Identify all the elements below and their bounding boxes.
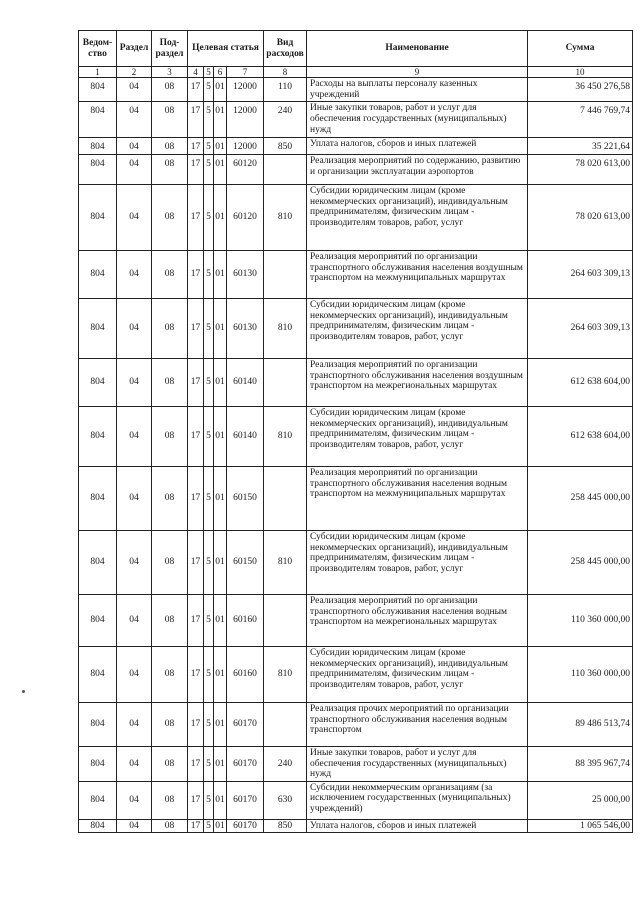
- podrazdel-cell: 08: [152, 466, 188, 530]
- amount-cell: 25 000,00: [528, 781, 633, 819]
- name-cell: Уплата налогов, сборов и иных платежей: [307, 819, 528, 833]
- target-article-part-4: 12000: [227, 102, 264, 138]
- vedomstvo-cell: 804: [79, 250, 117, 298]
- amount-cell: 110 360 000,00: [528, 594, 633, 646]
- expense-type-cell: [264, 594, 307, 646]
- razdel-cell: 04: [117, 702, 152, 746]
- razdel-cell: 04: [117, 138, 152, 155]
- podrazdel-cell: 08: [152, 702, 188, 746]
- name-cell: Субсидии юридическим лицам (кроме некоммерческих организаций), индивидуальным предпринимателям, физическим лицам - производителям товаров, работ, услуг: [307, 184, 528, 250]
- expense-type-cell: 850: [264, 138, 307, 155]
- target-article-part-4: 60130: [227, 250, 264, 298]
- name-cell: Реализация мероприятий по содержанию, развитию и организации эксплуатации аэропортов: [307, 154, 528, 184]
- amount-cell: 612 638 604,00: [528, 406, 633, 466]
- target-article-part-1: 17: [188, 138, 204, 155]
- table-row: [79, 819, 633, 833]
- vedomstvo-cell: 804: [79, 406, 117, 466]
- name-cell: Реализация мероприятий по организации транспортного обслуживания населения воздушным транспортом на межмуниципальных маршрутах: [307, 250, 528, 298]
- header-vedomstvo: Ведом-ство: [79, 31, 117, 67]
- header-naimenovanie: Наименование: [307, 31, 528, 67]
- razdel-cell: 04: [117, 466, 152, 530]
- razdel-cell: 04: [117, 746, 152, 781]
- target-article-part-3: 01: [214, 250, 227, 298]
- table-row: [79, 746, 633, 781]
- target-article-part-2: 5: [204, 184, 214, 250]
- column-number-1: 1: [79, 67, 117, 78]
- expense-type-cell: 850: [264, 819, 307, 833]
- column-number-7: 7: [227, 67, 264, 78]
- target-article-part-1: 17: [188, 466, 204, 530]
- target-article-part-3: 01: [214, 530, 227, 594]
- razdel-cell: 04: [117, 184, 152, 250]
- name-cell: Уплата налогов, сборов и иных платежей: [307, 138, 528, 155]
- podrazdel-cell: 08: [152, 154, 188, 184]
- vedomstvo-cell: 804: [79, 702, 117, 746]
- target-article-part-1: 17: [188, 102, 204, 138]
- target-article-part-4: 60150: [227, 466, 264, 530]
- table-row: [79, 78, 633, 102]
- vedomstvo-cell: 804: [79, 298, 117, 358]
- scan-speck: [22, 690, 25, 693]
- amount-cell: 88 395 967,74: [528, 746, 633, 781]
- expense-type-cell: 630: [264, 781, 307, 819]
- amount-cell: 264 603 309,13: [528, 250, 633, 298]
- target-article-part-3: 01: [214, 406, 227, 466]
- expense-type-cell: 810: [264, 406, 307, 466]
- target-article-part-2: 5: [204, 102, 214, 138]
- name-cell: Субсидии юридическим лицам (кроме некоммерческих организаций), индивидуальным предпринимателям, физическим лицам - производителям товаров, работ, услуг: [307, 298, 528, 358]
- razdel-cell: 04: [117, 594, 152, 646]
- column-number-10: 10: [528, 67, 633, 78]
- podrazdel-cell: 08: [152, 406, 188, 466]
- target-article-part-4: 60160: [227, 594, 264, 646]
- amount-cell: 1 065 546,00: [528, 819, 633, 833]
- target-article-part-3: 01: [214, 138, 227, 155]
- table-row: [79, 466, 633, 530]
- target-article-part-2: 5: [204, 406, 214, 466]
- column-number-3: 3: [152, 67, 188, 78]
- amount-cell: 258 445 000,00: [528, 530, 633, 594]
- vedomstvo-cell: 804: [79, 819, 117, 833]
- vedomstvo-cell: 804: [79, 530, 117, 594]
- podrazdel-cell: 08: [152, 250, 188, 298]
- podrazdel-cell: 08: [152, 298, 188, 358]
- razdel-cell: 04: [117, 406, 152, 466]
- expense-type-cell: 810: [264, 646, 307, 702]
- vedomstvo-cell: 804: [79, 646, 117, 702]
- target-article-part-3: 01: [214, 702, 227, 746]
- target-article-part-4: 60150: [227, 530, 264, 594]
- table-row: [79, 184, 633, 250]
- razdel-cell: 04: [117, 819, 152, 833]
- vedomstvo-cell: 804: [79, 466, 117, 530]
- target-article-part-3: 01: [214, 298, 227, 358]
- target-article-part-3: 01: [214, 154, 227, 184]
- target-article-part-4: 12000: [227, 78, 264, 102]
- expense-type-cell: 810: [264, 530, 307, 594]
- name-cell: Реализация мероприятий по организации транспортного обслуживания населения воздушным транспортом на межрегиональных маршрутах: [307, 358, 528, 406]
- target-article-part-1: 17: [188, 530, 204, 594]
- table-row: [79, 154, 633, 184]
- target-article-part-3: 01: [214, 819, 227, 833]
- name-cell: Иные закупки товаров, работ и услуг для обеспечения государственных (муниципальных) нужд: [307, 746, 528, 781]
- razdel-cell: 04: [117, 358, 152, 406]
- column-number-6: 6: [214, 67, 227, 78]
- target-article-part-1: 17: [188, 250, 204, 298]
- amount-cell: 612 638 604,00: [528, 358, 633, 406]
- vedomstvo-cell: 804: [79, 746, 117, 781]
- table-row: [79, 530, 633, 594]
- header-summa: Сумма: [528, 31, 633, 67]
- name-cell: Расходы на выплаты персоналу казенных учреждений: [307, 78, 528, 102]
- target-article-part-3: 01: [214, 358, 227, 406]
- podrazdel-cell: 08: [152, 530, 188, 594]
- target-article-part-2: 5: [204, 819, 214, 833]
- vedomstvo-cell: 804: [79, 184, 117, 250]
- target-article-part-4: 60120: [227, 154, 264, 184]
- target-article-part-4: 60170: [227, 746, 264, 781]
- vedomstvo-cell: 804: [79, 154, 117, 184]
- expense-type-cell: 810: [264, 184, 307, 250]
- podrazdel-cell: 08: [152, 646, 188, 702]
- name-cell: Субсидии юридическим лицам (кроме некоммерческих организаций), индивидуальным предпринимателям, физическим лицам - производителям товаров, работ, услуг: [307, 646, 528, 702]
- target-article-part-1: 17: [188, 298, 204, 358]
- podrazdel-cell: 08: [152, 78, 188, 102]
- target-article-part-1: 17: [188, 746, 204, 781]
- podrazdel-cell: 08: [152, 746, 188, 781]
- target-article-part-4: 60170: [227, 781, 264, 819]
- razdel-cell: 04: [117, 646, 152, 702]
- header-razdel: Раздел: [117, 31, 152, 67]
- target-article-part-3: 01: [214, 184, 227, 250]
- vedomstvo-cell: 804: [79, 78, 117, 102]
- expense-type-cell: [264, 358, 307, 406]
- target-article-part-3: 01: [214, 746, 227, 781]
- name-cell: Субсидии некоммерческим организациям (за исключением государственных (муниципальных) учреждений): [307, 781, 528, 819]
- target-article-part-3: 01: [214, 102, 227, 138]
- podrazdel-cell: 08: [152, 819, 188, 833]
- amount-cell: 258 445 000,00: [528, 466, 633, 530]
- target-article-part-4: 60140: [227, 406, 264, 466]
- name-cell: Реализация мероприятий по организации транспортного обслуживания населения водным транспортом на межмуниципальных маршрутах: [307, 466, 528, 530]
- target-article-part-4: 60140: [227, 358, 264, 406]
- target-article-part-1: 17: [188, 154, 204, 184]
- amount-cell: 7 446 769,74: [528, 102, 633, 138]
- target-article-part-1: 17: [188, 184, 204, 250]
- target-article-part-2: 5: [204, 154, 214, 184]
- name-cell: Субсидии юридическим лицам (кроме некоммерческих организаций), индивидуальным предпринимателям, физическим лицам - производителям товаров, работ, услуг: [307, 530, 528, 594]
- column-number-5: 5: [204, 67, 214, 78]
- table-row: [79, 406, 633, 466]
- razdel-cell: 04: [117, 102, 152, 138]
- expense-type-cell: 240: [264, 746, 307, 781]
- target-article-part-2: 5: [204, 138, 214, 155]
- target-article-part-1: 17: [188, 781, 204, 819]
- expense-type-cell: [264, 466, 307, 530]
- header-podrazdel: Под-раздел: [152, 31, 188, 67]
- table-row: [79, 102, 633, 138]
- razdel-cell: 04: [117, 78, 152, 102]
- header-vid-raskhodov: Вид расходов: [264, 31, 307, 67]
- target-article-part-3: 01: [214, 466, 227, 530]
- target-article-part-3: 01: [214, 78, 227, 102]
- expense-type-cell: [264, 702, 307, 746]
- target-article-part-4: 12000: [227, 138, 264, 155]
- name-cell: Реализация прочих мероприятий по организации транспортного обслуживания населения водным транспортом: [307, 702, 528, 746]
- podrazdel-cell: 08: [152, 184, 188, 250]
- table-row: [79, 781, 633, 819]
- header-celevaya-statya: Целевая статья: [188, 31, 264, 67]
- target-article-part-1: 17: [188, 358, 204, 406]
- vedomstvo-cell: 804: [79, 102, 117, 138]
- table-row: [79, 702, 633, 746]
- target-article-part-3: 01: [214, 646, 227, 702]
- name-cell: Реализация мероприятий по организации транспортного обслуживания населения водным транспортом на межрегиональных маршрутах: [307, 594, 528, 646]
- table-body: [79, 78, 633, 833]
- target-article-part-2: 5: [204, 78, 214, 102]
- expense-type-cell: 240: [264, 102, 307, 138]
- amount-cell: 35 221,64: [528, 138, 633, 155]
- name-cell: Субсидии юридическим лицам (кроме некоммерческих организаций), индивидуальным предпринимателям, физическим лицам - производителям товаров, работ, услуг: [307, 406, 528, 466]
- target-article-part-2: 5: [204, 594, 214, 646]
- razdel-cell: 04: [117, 530, 152, 594]
- amount-cell: 78 020 613,00: [528, 184, 633, 250]
- amount-cell: 36 450 276,58: [528, 78, 633, 102]
- target-article-part-2: 5: [204, 298, 214, 358]
- vedomstvo-cell: 804: [79, 594, 117, 646]
- target-article-part-1: 17: [188, 702, 204, 746]
- target-article-part-4: 60160: [227, 646, 264, 702]
- target-article-part-2: 5: [204, 746, 214, 781]
- podrazdel-cell: 08: [152, 102, 188, 138]
- target-article-part-4: 60170: [227, 819, 264, 833]
- podrazdel-cell: 08: [152, 138, 188, 155]
- amount-cell: 264 603 309,13: [528, 298, 633, 358]
- target-article-part-1: 17: [188, 646, 204, 702]
- table-row: [79, 138, 633, 155]
- column-numbers-row: [79, 67, 633, 78]
- amount-cell: 78 020 613,00: [528, 154, 633, 184]
- table-row: [79, 250, 633, 298]
- column-number-2: 2: [117, 67, 152, 78]
- budget-table: [78, 30, 633, 833]
- vedomstvo-cell: 804: [79, 781, 117, 819]
- target-article-part-3: 01: [214, 594, 227, 646]
- table-row: [79, 594, 633, 646]
- podrazdel-cell: 08: [152, 781, 188, 819]
- amount-cell: 110 360 000,00: [528, 646, 633, 702]
- table-row: [79, 358, 633, 406]
- target-article-part-2: 5: [204, 530, 214, 594]
- vedomstvo-cell: 804: [79, 138, 117, 155]
- target-article-part-1: 17: [188, 819, 204, 833]
- target-article-part-2: 5: [204, 646, 214, 702]
- target-article-part-1: 17: [188, 594, 204, 646]
- target-article-part-1: 17: [188, 406, 204, 466]
- expense-type-cell: 810: [264, 298, 307, 358]
- razdel-cell: 04: [117, 298, 152, 358]
- target-article-part-4: 60130: [227, 298, 264, 358]
- table-row: [79, 646, 633, 702]
- target-article-part-2: 5: [204, 466, 214, 530]
- razdel-cell: 04: [117, 154, 152, 184]
- podrazdel-cell: 08: [152, 358, 188, 406]
- razdel-cell: 04: [117, 781, 152, 819]
- column-number-8: 8: [264, 67, 307, 78]
- table-row: [79, 298, 633, 358]
- vedomstvo-cell: 804: [79, 358, 117, 406]
- podrazdel-cell: 08: [152, 594, 188, 646]
- column-number-9: 9: [307, 67, 528, 78]
- expense-type-cell: [264, 250, 307, 298]
- name-cell: Иные закупки товаров, работ и услуг для обеспечения государственных (муниципальных) нужд: [307, 102, 528, 138]
- target-article-part-3: 01: [214, 781, 227, 819]
- target-article-part-2: 5: [204, 781, 214, 819]
- target-article-part-2: 5: [204, 702, 214, 746]
- expense-type-cell: 110: [264, 78, 307, 102]
- target-article-part-1: 17: [188, 78, 204, 102]
- column-number-4: 4: [188, 67, 204, 78]
- target-article-part-2: 5: [204, 250, 214, 298]
- target-article-part-4: 60120: [227, 184, 264, 250]
- amount-cell: 89 486 513,74: [528, 702, 633, 746]
- razdel-cell: 04: [117, 250, 152, 298]
- expense-type-cell: [264, 154, 307, 184]
- target-article-part-4: 60170: [227, 702, 264, 746]
- target-article-part-2: 5: [204, 358, 214, 406]
